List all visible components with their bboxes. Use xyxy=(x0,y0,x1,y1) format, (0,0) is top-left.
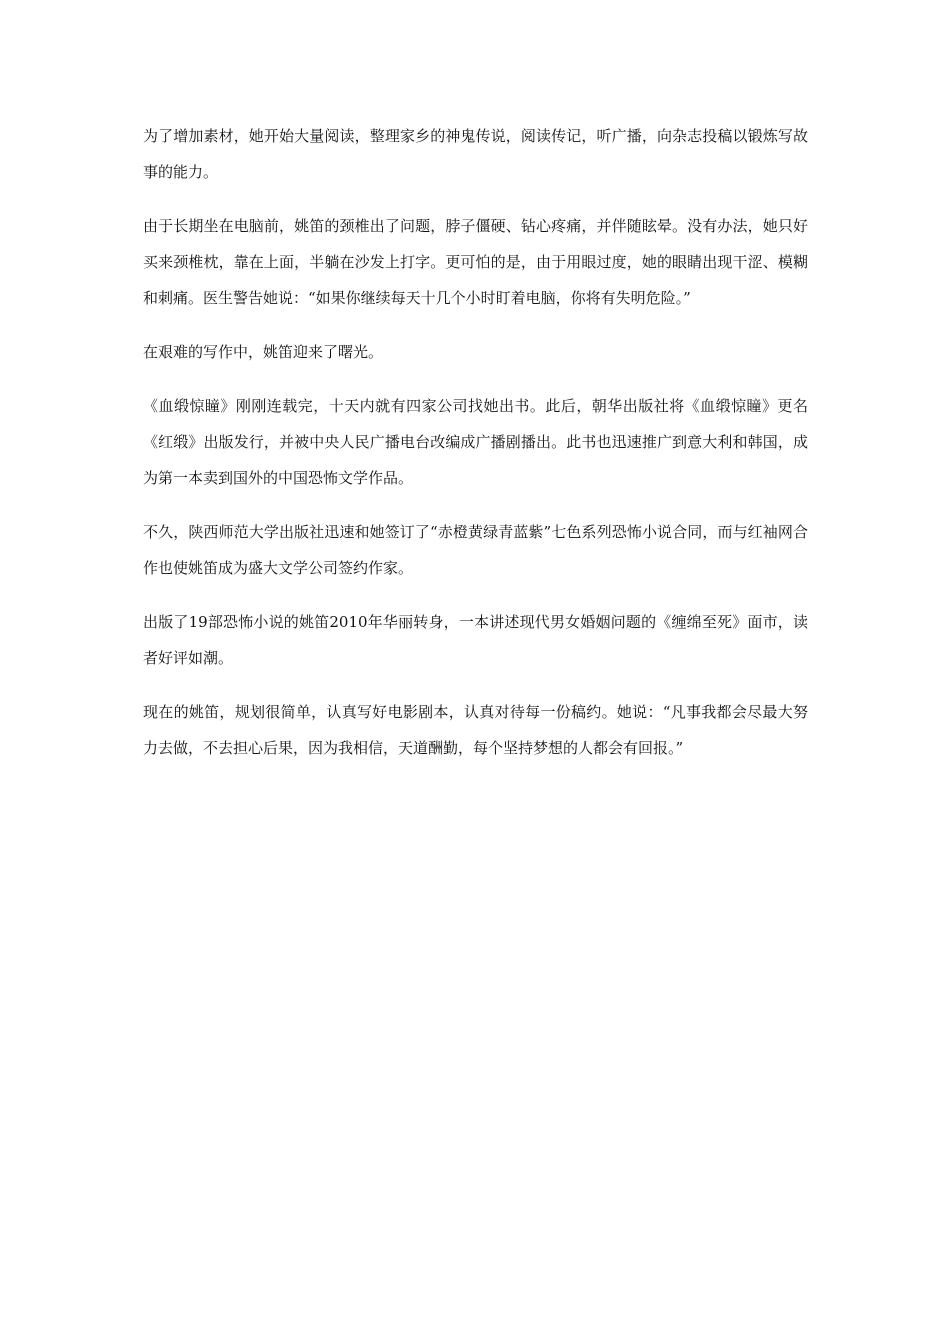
paragraph-5: 不久，陕西师范大学出版社迅速和她签订了“赤橙黄绿青蓝紫”七色系列恐怖小说合同，而与红袖网合作也使姚笛成为盛大文学公司签约作家。 xyxy=(143,523,808,577)
paragraph-1: 为了增加素材，她开始大量阅读，整理家乡的神鬼传说，阅读传记，听广播，向杂志投稿以锻炼写故事的能力。 xyxy=(143,127,808,181)
paragraph-3: 在艰难的写作中，姚笛迎来了曙光。 xyxy=(143,343,384,361)
paragraph-7: 现在的姚笛，规划很简单，认真写好电影剧本，认真对待每一份稿约。她说：“凡事我都会尽最大努力去做，不去担心后果，因为我相信，天道酬勤，每个坚持梦想的人都会有回报。” xyxy=(143,703,808,757)
paragraph-4: 《血缎惊瞳》刚刚连载完，十天内就有四家公司找她出书。此后，朝华出版社将《血缎惊瞳》更名《红缎》出版发行，并被中央人民广播电台改编成广播剧播出。此书也迅速推广到意大利和韩国，成为第一本卖到国外的中国恐怖文学作品。 xyxy=(143,397,808,487)
paragraph-2: 由于长期坐在电脑前，姚笛的颈椎出了问题，脖子僵硬、钻心疼痛，并伴随眩晕。没有办法，她只好买来颈椎枕，靠在上面，半躺在沙发上打字。更可怕的是，由于用眼过度，她的眼睛出现干涩、模糊和刺痛。医生警告她说：“如果你继续每天十几个小时盯着电脑，你将有失明危险。” xyxy=(143,217,808,307)
paragraph-6: 出版了19部恐怖小说的姚笛2010年华丽转身，一本讲述现代男女婚姻问题的《缠绵至死》面市，读者好评如潮。 xyxy=(143,613,808,667)
article-body xyxy=(143,118,808,784)
